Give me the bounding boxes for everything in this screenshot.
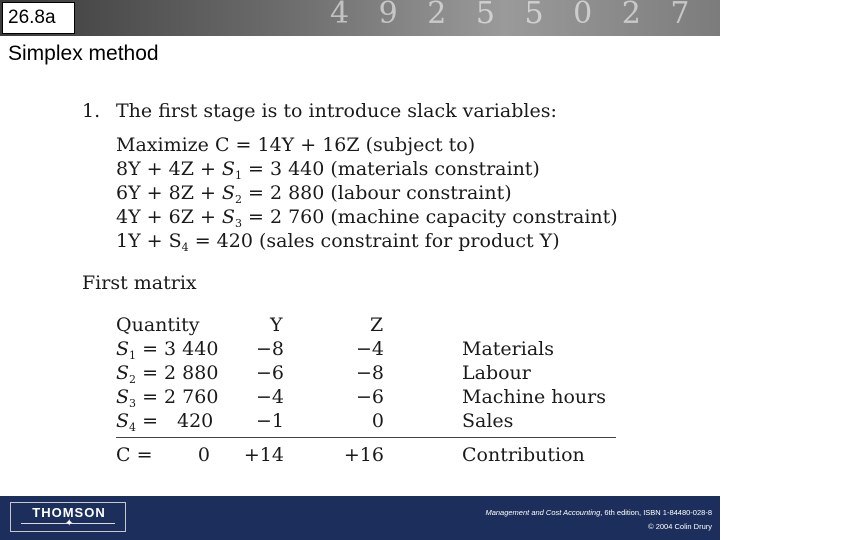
total-y-value: +14 <box>243 444 284 466</box>
matrix-z-value: 0 <box>371 410 384 432</box>
matrix-label: First matrix <box>82 272 197 294</box>
quantity-value: = 3 440 <box>136 338 219 360</box>
matrix-quantity <box>116 386 218 408</box>
constraint-line <box>116 230 560 252</box>
slack-subscript: 4 <box>129 421 137 434</box>
matrix-row-label: Sales <box>462 410 514 432</box>
slack-subscript: 3 <box>234 217 242 230</box>
header-y: Y <box>270 314 283 336</box>
matrix-quantity <box>116 410 213 432</box>
slack-variable: S <box>221 206 235 228</box>
citation <box>485 508 712 517</box>
matrix-y-value: −1 <box>255 410 284 432</box>
matrix-y-value: −6 <box>255 362 284 384</box>
slack-variable: S <box>221 182 235 204</box>
matrix-y-value: −8 <box>255 338 284 360</box>
slack-subscript: 1 <box>129 349 137 362</box>
slack-variable: S <box>116 362 130 384</box>
constraint-line <box>116 158 540 180</box>
matrix-quantity <box>116 338 218 360</box>
list-number: 1. <box>82 100 101 122</box>
constraint-prefix: Maximize C = 14Y + 16Z (subject to) <box>116 134 476 156</box>
slack-variable: S <box>116 338 130 360</box>
slack-subscript: 2 <box>129 373 137 386</box>
thomson-logo <box>10 502 126 532</box>
quantity-value: = 2 760 <box>136 386 219 408</box>
slack-subscript: 2 <box>234 193 242 206</box>
intro-text: The first stage is to introduce slack variables: <box>116 100 557 122</box>
quantity-value: = 420 <box>136 410 214 432</box>
constraint-suffix: = 3 440 (materials constraint) <box>241 158 540 180</box>
slide-title: Simplex method <box>8 42 159 65</box>
constraint-prefix: 6Y + 8Z + <box>116 182 222 204</box>
slack-subscript: 3 <box>129 397 137 410</box>
total-label: C = <box>116 444 153 466</box>
header-quantity: Quantity <box>116 314 200 336</box>
copyright: © 2004 Colin Drury <box>648 522 712 531</box>
total-row-label: Contribution <box>462 444 585 466</box>
matrix-row-label: Labour <box>462 362 531 384</box>
constraint-suffix: = 2 880 (labour constraint) <box>241 182 512 204</box>
quantity-value: = 2 880 <box>136 362 219 384</box>
matrix-row-label: Materials <box>462 338 554 360</box>
matrix-y-value: −4 <box>255 386 284 408</box>
matrix-z-value: −4 <box>355 338 384 360</box>
header-banner <box>0 0 845 36</box>
slack-subscript: 1 <box>234 169 242 182</box>
constraint-line <box>116 206 618 228</box>
matrix-divider <box>116 437 616 438</box>
logo-text: THOMSON <box>32 505 106 520</box>
total-z-value: +16 <box>343 444 384 466</box>
constraint-prefix: 1Y + S <box>116 230 182 252</box>
matrix-z-value: −8 <box>355 362 384 384</box>
slack-variable: S <box>221 158 235 180</box>
matrix-quantity <box>116 362 218 384</box>
constraint-line <box>116 182 512 204</box>
constraint-suffix: = 420 (sales constraint for product Y) <box>188 230 560 252</box>
constraint-line <box>116 134 475 156</box>
matrix-z-value: −6 <box>355 386 384 408</box>
star-icon: ✦ <box>65 518 74 529</box>
slide-number: 26.8a <box>2 2 75 34</box>
constraint-prefix: 4Y + 6Z + <box>116 206 222 228</box>
constraint-suffix: = 2 760 (machine capacity constraint) <box>241 206 618 228</box>
slack-subscript: 4 <box>181 241 189 254</box>
header-z: Z <box>370 314 384 336</box>
footer-bar <box>0 496 720 540</box>
citation-details: , 6th edition, ISBN 1-84480-028-8 <box>600 508 712 517</box>
matrix-row-label: Machine hours <box>462 386 607 408</box>
total-value: 0 <box>197 444 210 466</box>
citation-title: Management and Cost Accounting <box>485 508 601 517</box>
slack-variable: S <box>116 410 130 432</box>
constraint-prefix: 8Y + 4Z + <box>116 158 222 180</box>
slack-variable: S <box>116 386 130 408</box>
banner-digits: 4 9 2 5 5 0 2 7 2 9 5 <box>330 0 845 31</box>
